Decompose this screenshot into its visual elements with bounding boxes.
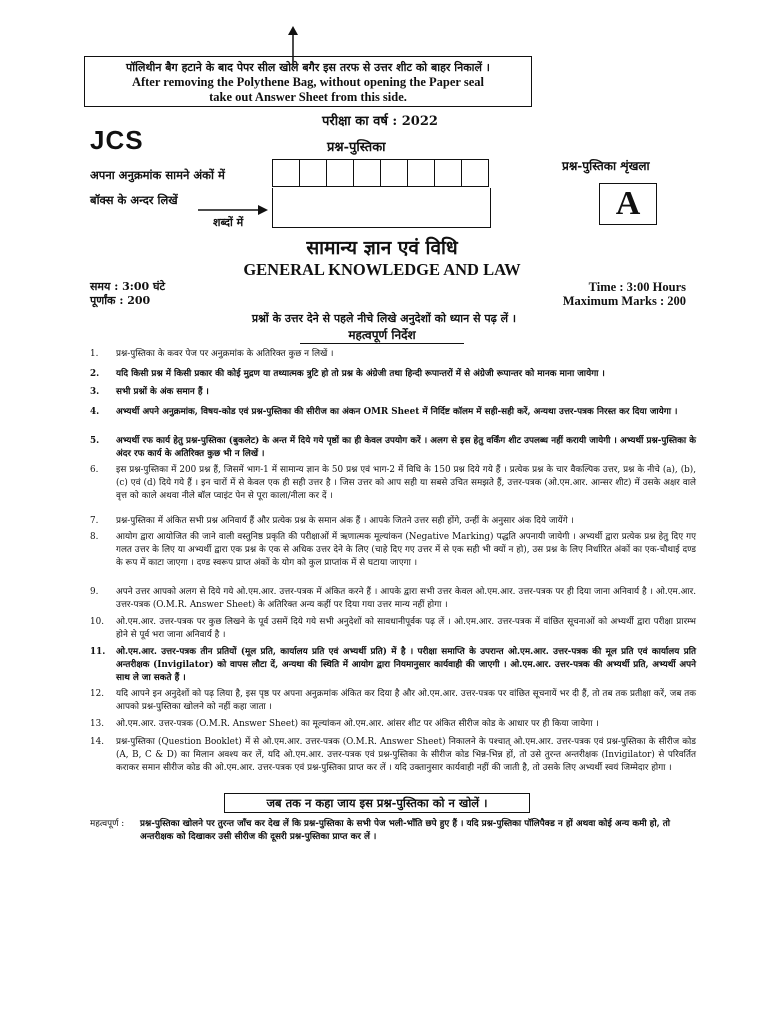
time-marks-hindi <box>90 280 165 308</box>
roll-digit-box[interactable] <box>300 160 327 187</box>
notice-english-line2: take out Answer Sheet from this side. <box>209 90 407 104</box>
instruction-text: ओ.एम.आर. उत्तर-पत्रक तीन प्रतियों (मूल प्रति, कार्यालय प्रति एवं अभ्यर्थी प्रति) में है । परीक्षा समाप्ति के उपरान्त ओ.एम.आर. उत्तर-पत्रक की मूल प्रति एवं कार्यालय प्रति अन्तरीक्षक (Invigilator) को वापस लौटा दें, अन्यथा की स्थिति में आयोग द्वारा नियमानुसार कार्यवाही की जाएगी । ओ.एम.आर. उत्तर-पत्रक की अभ्यर्थी प्रति, अभ्यर्थी अपने साथ ले जा सकते हैं । <box>116 647 696 683</box>
instruction-number: 9. <box>90 587 99 597</box>
instruction-number: 12. <box>90 689 104 699</box>
instruction-text: आयोग द्वारा आयोजित की जाने वाली वस्तुनिष्ठ प्रकृति की परीक्षाओं में ऋणात्मक मूल्यांकन (Negative Marking) पद्धति अपनायी जायेगी । अभ्यर्थी द्वारा प्रत्येक प्रश्न हेतु दिए गए गलत उत्तर के लिए या अभ्यर्थी द्वारा एक प्रश्न के एक से अधिक उत्तर देने के लिए (चाहे दिए गए उत्तर में से एक सही भी क्यों न हो), उस प्रश्न के लिए निर्धारित अंकों का एक-चौथाई दण्ड के रूप में काटा जाएगा । दण्ड स्वरूप प्राप्त अंकों के योग को कुल प्राप्तांक में से घटाया जाएगा । <box>116 532 696 568</box>
time-marks-english <box>563 280 686 308</box>
instruction-number: 10. <box>90 617 104 627</box>
instruction-number: 13. <box>90 719 104 729</box>
booklet-label: प्रश्न-पुस्तिका <box>327 140 386 155</box>
words-label: शब्दों में <box>213 216 244 229</box>
instruction-text: प्रश्न-पुस्तिका में अंकित सभी प्रश्न अनिवार्य हैं और प्रत्येक प्रश्न के समान अंक हैं । आपके जितने उत्तर सही होंगे, उन्हीं के अनुसार अंक दिये जायेंगे । <box>116 516 574 526</box>
polythene-notice-box <box>84 56 532 107</box>
series-box: A <box>599 183 657 225</box>
roll-digit-box[interactable] <box>462 160 489 187</box>
important-note-text: प्रश्न-पुस्तिका खोलने पर तुरन्त जाँच कर देख लें कि प्रश्न-पुस्तिका के सभी पेज भली-भाँति छपे हुए हैं । यदि प्रश्न-पुस्तिका पॉलिपैक्ड न हों अथवा कोई अन्य कमी हो, तो अन्तरीक्षक को दिखाकर उसी सीरीज की दूसरी प्रश्न-पुस्तिका प्राप्त कर लें । <box>140 819 671 842</box>
roll-instruction-line1: अपना अनुक्रमांक सामने अंकों में <box>90 168 225 182</box>
instruction-text: ओ.एम.आर. उत्तर-पत्रक (O.M.R. Answer Sheet) का मूल्यांकन ओ.एम.आर. आंसर शीट पर अंकित सीरीज कोड के आधार पर ही किया जायेगा । <box>116 719 599 729</box>
instruction-text: यदि किसी प्रश्न में किसी प्रकार की कोई मुद्रण या तथ्यात्मक त्रुटि हो तो प्रश्न के अंग्रेजी तथा हिन्दी रूपान्तरों में से अंग्रेजी रूपान्तर को मानक माना जायेगा । <box>116 369 605 379</box>
important-note-label: महत्वपूर्ण : <box>90 819 125 829</box>
instruction-text: इस प्रश्न-पुस्तिका में 200 प्रश्न हैं, जिसमें भाग-1 में सामान्य ज्ञान के 50 प्रश्न एवं भाग-2 में विधि के 150 प्रश्न दिये गये हैं । प्रत्येक प्रश्न के चार वैकल्पिक उत्तर, प्रश्न के नीचे (a), (b), (c) एवं (d) दिये गये हैं । इन चारों में से केवल एक ही सही उत्तर है । जिस उत्तर को आप सही या सबसे उचित समझते हैं, उत्तर-पत्रक (ओ.एम.आर. आन्सर शीट) में उसके अक्षर वाले वृत्त को काले अथवा नीले बॉल प्वाइंट पेन से पूरा काला/नीला कर दें । <box>116 465 696 501</box>
roll-digit-box[interactable] <box>381 160 408 187</box>
instruction-text: अपने उत्तर आपको अलग से दिये गये ओ.एम.आर. उत्तर-पत्रक में अंकित करने हैं । आपके द्वारा सभी उत्तर केवल ओ.एम.आर. उत्तर-पत्रक पर ही दिया जाना अनिवार्य है । ओ.एम.आर. उत्तर-पत्रक (O.M.R. Answer Sheet) के अतिरिक्त अन्य कहीं पर दिया गया उत्तर मान्य नहीं होगा । <box>116 587 696 610</box>
notice-english-line1: After removing the Polythene Bag, without opening the Paper seal <box>131 75 485 89</box>
instruction-number: 4. <box>90 407 100 417</box>
instruction-number: 3. <box>90 387 100 397</box>
time-english: Time : 3:00 Hours <box>588 280 686 294</box>
instruction-text: ओ.एम.आर. उत्तर-पत्रक पर कुछ लिखने के पूर्व उसमें दिये गये सभी अनुदेशों को सावधानीपूर्वक पढ़ लें । ओ.एम.आर. उत्तर-पत्रक में वांछित सूचनाओं को अभ्यर्थी द्वारा परीक्षा प्रारम्भ होने से पूर्व भरा जाना अनिवार्य है । <box>116 617 696 640</box>
subject-hindi: सामान्य ज्ञान एवं विधि <box>306 237 458 259</box>
do-not-open-notice: जब तक न कहा जाय इस प्रश्न-पुस्तिका को न खोलें । <box>224 793 530 813</box>
exam-year: परीक्षा का वर्ष : 2022 <box>322 114 438 129</box>
subject-english: GENERAL KNOWLEDGE AND LAW <box>243 260 521 279</box>
roll-number-words-box[interactable] <box>272 188 491 228</box>
time-hindi: समय : 3:00 घंटे <box>90 280 166 293</box>
instruction-number: 11. <box>90 647 106 657</box>
roll-digit-box[interactable] <box>327 160 354 187</box>
instruction-text: यदि आपने इन अनुदेशों को पढ़ लिया है, इस पृष्ठ पर अपना अनुक्रमांक अंकित कर दिया है और ओ.एम.आर. उत्तर-पत्रक पर वांछित सूचनायें भर दी हैं, तो तब तक प्रतीक्षा करें, जब तक आपको प्रश्न-पुस्तिका खोलने को नहीं कहा जाता । <box>116 689 696 712</box>
instruction-number: 2. <box>90 369 100 379</box>
marks-hindi: पूर्णांक : 200 <box>90 294 151 307</box>
exam-code: JCS <box>90 125 144 155</box>
roll-number-digit-boxes[interactable] <box>272 159 489 187</box>
instruction-text: अभ्यर्थी अपने अनुक्रमांक, विषय-कोड एवं प्रश्न-पुस्तिका की सीरीज का अंकन OMR Sheet में निर्दिष्ट कॉलम में सही-सही करें, अन्यथा उत्तर-पत्रक निरस्त कर दिया जायेगा । <box>116 407 678 417</box>
read-instructions-note: प्रश्नों के उत्तर देने से पहले नीचे लिखे अनुदेशों को ध्यान से पढ़ लें । <box>251 312 517 325</box>
roll-digit-box[interactable] <box>273 160 300 187</box>
roll-digit-box[interactable] <box>408 160 435 187</box>
series-label: प्रश्न-पुस्तिका शृंखला <box>562 159 650 173</box>
roll-instruction-line2: बॉक्स के अन्दर लिखें <box>90 193 178 207</box>
instruction-number: 8. <box>90 532 99 542</box>
notice-hindi: पॉलिथीन बैग हटाने के बाद पेपर सील खोले बगैर इस तरफ से उत्तर शीट को बाहर निकालें । <box>126 61 490 74</box>
instruction-text: सभी प्रश्नों के अंक समान हैं । <box>116 387 209 397</box>
instruction-number: 1. <box>90 349 99 359</box>
marks-english: Maximum Marks : 200 <box>562 294 686 308</box>
roll-digit-box[interactable] <box>435 160 462 187</box>
instruction-text: प्रश्न-पुस्तिका (Question Booklet) में से ओ.एम.आर. उत्तर-पत्रक (O.M.R. Answer Sheet) निकालने के पश्चात् ओ.एम.आर. उत्तर-पत्रक एवं प्रश्न-पुस्तिका के सीरीज कोड (A, B, C & D) का मिलान अवश्य कर लें, यदि ओ.एम.आर. उत्तर-पत्रक एवं प्रश्न-पुस्तिका के सीरीज कोड भिन्न-भिन्न हों, तो उसे तुरन्त अन्तरीक्षक (Invigilator) से परिवर्तित कराकर समान सीरीज कोड की ओ.एम.आर. उत्तर-पत्रक एवं प्रश्न-पुस्तिका प्राप्त कर लें । यदि उक्तानुसार कार्यवाही नहीं की जाती है, तो उसके लिए अभ्यर्थी स्वयं जिम्मेदार होगा । <box>116 737 696 773</box>
instruction-number: 6. <box>90 465 99 475</box>
instruction-number: 7. <box>90 516 99 526</box>
instruction-number: 14. <box>90 737 104 747</box>
instruction-number: 5. <box>90 436 100 446</box>
roll-digit-box[interactable] <box>354 160 381 187</box>
instruction-text: अभ्यर्थी रफ कार्य हेतु प्रश्न-पुस्तिका (बुकलेट) के अन्त में दिये गये पृष्ठों का ही केवल उपयोग करें । अलग से इस हेतु वर्किंग शीट उपलब्ध नहीं करायी जायेगी । अभ्यर्थी प्रश्न-पुस्तिका के अंदर रफ कार्य के अतिरिक्त कुछ भी न लिखें । <box>116 436 696 459</box>
important-instructions-heading: महत्वपूर्ण निर्देश <box>300 326 464 344</box>
instruction-text: प्रश्न-पुस्तिका के कवर पेज पर अनुक्रमांक के अतिरिक्त कुछ न लिखें । <box>116 349 334 359</box>
